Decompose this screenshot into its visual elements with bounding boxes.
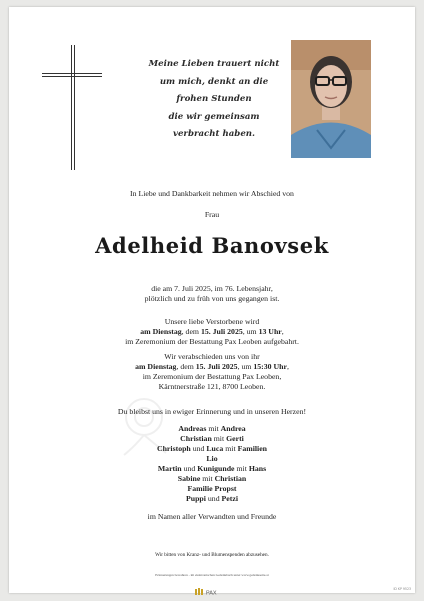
farewell-line: im Zeremonium der Bestattung Pax Leoben, xyxy=(142,372,282,381)
relatives-text: im Namen aller Verwandten und Freunde xyxy=(147,512,277,521)
family-row: Sabine mit Christian xyxy=(177,474,247,483)
viewing-line: im Zeremonium der Bestattung Pax Leoben aufgebahrt. xyxy=(125,337,299,346)
death-notice xyxy=(9,284,415,304)
intro-text: In Liebe und Dankbarkeit nehmen wir Abschied von xyxy=(130,189,294,198)
funeral-home-logo xyxy=(195,583,225,596)
memorial-poem xyxy=(134,56,294,144)
family-row: Andreas mit Andrea xyxy=(178,424,246,433)
poem-line: die wir gemeinsam xyxy=(168,111,260,122)
family-row: Christian mit Gerti xyxy=(180,434,244,443)
viewing-date-line: am Dienstag, dem 15. Juli 2025, um 13 Uhr, xyxy=(140,327,284,336)
poem-line: verbracht haben. xyxy=(172,129,256,140)
farewell-info xyxy=(9,352,415,392)
parte-page xyxy=(9,7,415,596)
remembrance-text: Du bleibst uns in ewiger Erinnerung und in unseren Herzen! xyxy=(117,407,307,416)
family-row: Martin und Kunigunde mit Hans xyxy=(157,464,267,473)
portrait-photo xyxy=(291,40,371,158)
farewell-date-line: am Dienstag, dem 15. Juli 2025, um 15:30 Uhr, xyxy=(135,362,289,371)
family-row: Lio xyxy=(206,454,218,463)
family-list xyxy=(9,424,415,504)
viewing-info xyxy=(9,317,415,347)
family-row: Christoph und Luca mit Familien xyxy=(156,444,268,453)
memorial-book-note: Erinnerungen bewahren - im elektronischen Gedenkbuch unter www.gedenkseite.at xyxy=(155,573,269,577)
farewell-line: Wir verabschieden uns von ihr xyxy=(164,352,260,361)
poem-line: Meine Lieben trauert nicht xyxy=(148,59,280,69)
family-row: Puppi und Petzi xyxy=(186,494,238,503)
document-code: ID KP 9523 xyxy=(393,587,411,591)
salutation: Frau xyxy=(204,210,220,219)
donation-note: Wir bitten von Kranz- und Blumenspenden abzusehen. xyxy=(155,552,269,558)
death-line: plötzlich und zu früh von uns gegangen ist. xyxy=(144,294,280,303)
family-row: Familie Propst xyxy=(187,484,237,493)
poem-line: um mich, denkt an die xyxy=(159,76,269,87)
death-line: die am 7. Juli 2025, im 76. Lebensjahr, xyxy=(151,284,273,293)
logo-text: PAX xyxy=(206,590,217,596)
viewing-line: Unsere liebe Verstorbene wird xyxy=(164,317,260,326)
deceased-name: Adelheid Banovsek xyxy=(95,233,329,258)
poem-line: frohen Stunden xyxy=(176,94,252,105)
farewell-line: Kärntnerstraße 121, 8700 Leoben. xyxy=(158,382,266,391)
